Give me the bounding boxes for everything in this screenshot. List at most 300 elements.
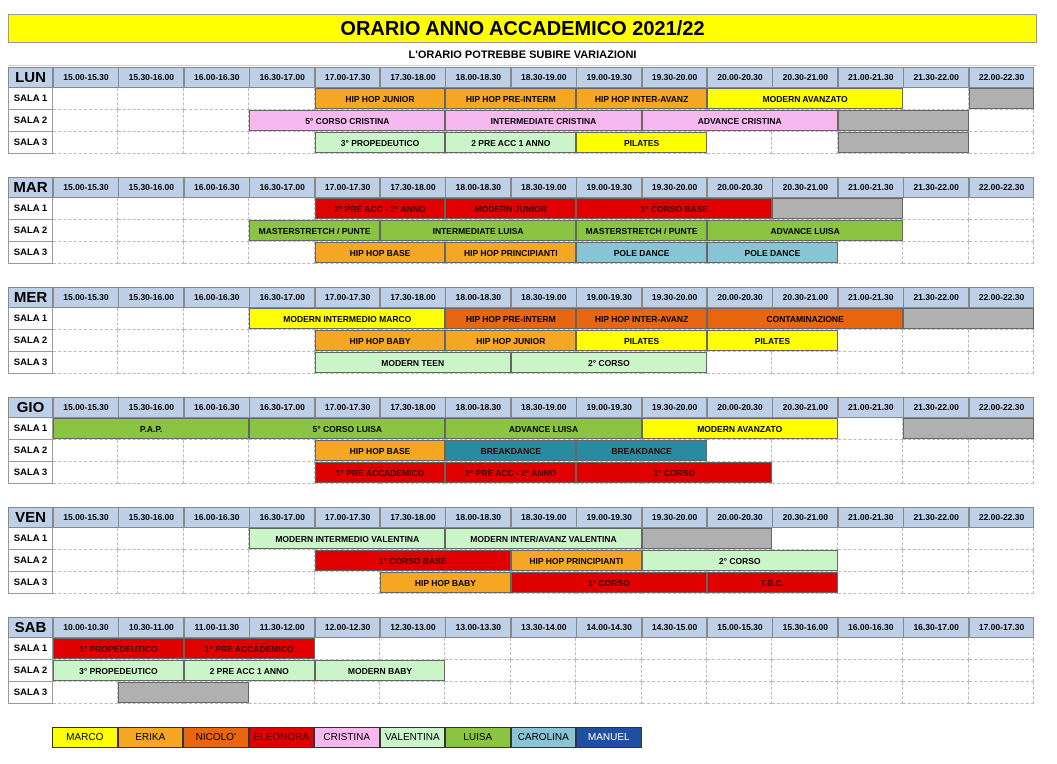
grid-cell bbox=[118, 308, 183, 330]
grid-cell bbox=[903, 660, 968, 682]
grid-cell bbox=[118, 198, 183, 220]
day-label-mer: MER bbox=[8, 287, 53, 308]
room-label: SALA 3 bbox=[8, 572, 53, 594]
time-header: 18.30-19.00 bbox=[511, 177, 577, 198]
time-header: 17.30-18.00 bbox=[380, 67, 446, 88]
grid-cell bbox=[184, 462, 249, 484]
grid-cell bbox=[903, 638, 968, 660]
time-header: 21.30-22.00 bbox=[903, 397, 969, 418]
time-header: 14.30-15.00 bbox=[642, 617, 708, 638]
time-header: 20.00-20.30 bbox=[707, 507, 773, 528]
class-block: CONTAMINAZIONE bbox=[707, 308, 903, 329]
grid-cell bbox=[53, 308, 118, 330]
time-header: 20.30-21.00 bbox=[772, 397, 838, 418]
grid-cell bbox=[903, 572, 968, 594]
grid-cell bbox=[184, 352, 249, 374]
grid-cell bbox=[903, 462, 968, 484]
time-header: 17.00-17.30 bbox=[315, 67, 381, 88]
grid-cell bbox=[969, 330, 1034, 352]
class-block: 2° PRE ACC - 2° ANNO bbox=[445, 462, 576, 483]
grid-cell bbox=[707, 638, 772, 660]
time-header: 22.00-22.30 bbox=[969, 177, 1035, 198]
class-block: PILATES bbox=[707, 330, 838, 351]
grid-cell bbox=[118, 440, 183, 462]
time-header: 18.00-18.30 bbox=[445, 507, 511, 528]
grid-cell bbox=[642, 660, 707, 682]
grid-cell bbox=[772, 352, 837, 374]
time-header: 16.00-16.30 bbox=[838, 617, 904, 638]
class-block: MODERN AVANZATO bbox=[642, 418, 838, 439]
grid-cell bbox=[118, 550, 183, 572]
time-header: 20.30-21.00 bbox=[772, 177, 838, 198]
class-block: 1° CORSO BASE bbox=[576, 198, 772, 219]
grid-cell bbox=[838, 242, 903, 264]
time-header: 13.00-13.30 bbox=[445, 617, 511, 638]
grid-cell bbox=[184, 242, 249, 264]
grid-cell bbox=[511, 682, 576, 704]
room-label: SALA 1 bbox=[8, 308, 53, 330]
grid-cell bbox=[642, 682, 707, 704]
time-header: 18.30-19.00 bbox=[511, 67, 577, 88]
grid-cell bbox=[53, 462, 118, 484]
grid-cell bbox=[969, 462, 1034, 484]
grid-cell bbox=[53, 132, 118, 154]
grid-cell bbox=[903, 242, 968, 264]
time-header: 15.00-15.30 bbox=[53, 507, 119, 528]
class-block: HIP HOP JUNIOR bbox=[315, 88, 446, 109]
class-block: HIP HOP INTER-AVANZ bbox=[576, 88, 707, 109]
time-header: 16.00-16.30 bbox=[184, 177, 250, 198]
day-label-ven: VEN bbox=[8, 507, 53, 528]
class-block: ADVANCE LUISA bbox=[707, 220, 903, 241]
room-label: SALA 3 bbox=[8, 352, 53, 374]
class-block: T.B.C. bbox=[707, 572, 838, 593]
time-header: 10.00-10.30 bbox=[53, 617, 119, 638]
class-block: HIP HOP PRE-INTERM bbox=[445, 88, 576, 109]
class-block: 3° PROPEDEUTICO bbox=[53, 660, 184, 681]
class-block: HIP HOP PRE-INTERM bbox=[445, 308, 576, 329]
grid-cell bbox=[445, 638, 510, 660]
class-block: 1° PRE ACCADEMICO bbox=[315, 462, 446, 483]
grid-cell bbox=[838, 418, 903, 440]
grid-cell bbox=[707, 682, 772, 704]
time-header: 21.00-21.30 bbox=[838, 287, 904, 308]
time-header: 15.30-16.00 bbox=[118, 177, 184, 198]
class-block: MODERN JUNIOR bbox=[445, 198, 576, 219]
grid-cell bbox=[118, 330, 183, 352]
grid-cell bbox=[772, 682, 837, 704]
time-header: 22.00-22.30 bbox=[969, 397, 1035, 418]
grid-cell bbox=[707, 440, 772, 462]
class-block: ADVANCE CRISTINA bbox=[642, 110, 838, 131]
room-label: SALA 2 bbox=[8, 550, 53, 572]
time-header: 19.00-19.30 bbox=[576, 287, 642, 308]
grid-cell bbox=[118, 528, 183, 550]
grid-cell bbox=[903, 198, 968, 220]
room-label: SALA 2 bbox=[8, 220, 53, 242]
class-block: 2 PRE ACC 1 ANNO bbox=[445, 132, 576, 153]
time-header: 21.30-22.00 bbox=[903, 287, 969, 308]
class-block: 2° PRE ACC - 2° ANNO bbox=[315, 198, 446, 219]
time-header: 16.30-17.00 bbox=[249, 177, 315, 198]
class-block: 3° PROPEDEUTICO bbox=[315, 132, 446, 153]
class-block bbox=[969, 88, 1034, 109]
class-block: 2° CORSO bbox=[642, 550, 838, 571]
room-label: SALA 1 bbox=[8, 638, 53, 660]
time-header: 20.00-20.30 bbox=[707, 67, 773, 88]
grid-cell bbox=[118, 220, 183, 242]
class-block: 1° CORSO bbox=[576, 462, 772, 483]
time-header: 16.30-17.00 bbox=[249, 507, 315, 528]
grid-cell bbox=[838, 440, 903, 462]
class-block bbox=[838, 110, 969, 131]
day-label-lun: LUN bbox=[8, 67, 53, 88]
grid-cell bbox=[903, 682, 968, 704]
class-block: HIP HOP BABY bbox=[380, 572, 511, 593]
time-header: 15.30-16.00 bbox=[118, 507, 184, 528]
class-block bbox=[642, 528, 773, 549]
room-label: SALA 2 bbox=[8, 660, 53, 682]
time-header: 15.30-16.00 bbox=[118, 287, 184, 308]
class-block: MODERN AVANZATO bbox=[707, 88, 903, 109]
grid-cell bbox=[184, 132, 249, 154]
time-header: 20.30-21.00 bbox=[772, 507, 838, 528]
legend-item-valentina: VALENTINA bbox=[380, 727, 446, 748]
time-header: 10.30-11.00 bbox=[118, 617, 184, 638]
grid-cell bbox=[903, 220, 968, 242]
legend-item-luisa: LUISA bbox=[445, 727, 511, 748]
grid-cell bbox=[315, 572, 380, 594]
time-header: 21.00-21.30 bbox=[838, 177, 904, 198]
class-block: ADVANCE LUISA bbox=[445, 418, 641, 439]
class-block: HIP HOP BASE bbox=[315, 440, 446, 461]
time-header: 22.00-22.30 bbox=[969, 67, 1035, 88]
class-block: MODERN TEEN bbox=[315, 352, 511, 373]
grid-cell bbox=[184, 308, 249, 330]
grid-cell bbox=[707, 132, 772, 154]
class-block: 2 PRE ACC 1 ANNO bbox=[184, 660, 315, 681]
grid-cell bbox=[249, 550, 314, 572]
time-header: 19.00-19.30 bbox=[576, 67, 642, 88]
time-header: 15.30-16.00 bbox=[772, 617, 838, 638]
class-block: MODERN INTER/AVANZ VALENTINA bbox=[445, 528, 641, 549]
class-block: BREAKDANCE bbox=[576, 440, 707, 461]
grid-cell bbox=[838, 528, 903, 550]
grid-cell bbox=[249, 440, 314, 462]
time-header: 19.30-20.00 bbox=[642, 397, 708, 418]
grid-cell bbox=[315, 682, 380, 704]
class-block: 2° CORSO bbox=[511, 352, 707, 373]
class-block: MODERN BABY bbox=[315, 660, 446, 681]
time-header: 18.30-19.00 bbox=[511, 397, 577, 418]
time-header: 18.00-18.30 bbox=[445, 287, 511, 308]
time-header: 17.30-18.00 bbox=[380, 287, 446, 308]
class-block: PILATES bbox=[576, 330, 707, 351]
time-header: 15.00-15.30 bbox=[707, 617, 773, 638]
grid-cell bbox=[445, 682, 510, 704]
grid-cell bbox=[380, 638, 445, 660]
grid-cell bbox=[249, 88, 314, 110]
grid-cell bbox=[118, 572, 183, 594]
grid-cell bbox=[118, 352, 183, 374]
time-header: 16.00-16.30 bbox=[184, 287, 250, 308]
grid-cell bbox=[184, 198, 249, 220]
grid-cell bbox=[903, 88, 968, 110]
time-header: 12.00-12.30 bbox=[315, 617, 381, 638]
grid-cell bbox=[838, 660, 903, 682]
grid-cell bbox=[249, 330, 314, 352]
class-block: HIP HOP JUNIOR bbox=[445, 330, 576, 351]
time-header: 17.00-17.30 bbox=[315, 177, 381, 198]
class-block: 1° PRE ACCADEMICO bbox=[184, 638, 315, 659]
time-header: 15.30-16.00 bbox=[118, 397, 184, 418]
grid-cell bbox=[53, 242, 118, 264]
time-header: 12.30-13.00 bbox=[380, 617, 446, 638]
grid-cell bbox=[969, 638, 1034, 660]
grid-cell bbox=[707, 660, 772, 682]
time-header: 19.00-19.30 bbox=[576, 397, 642, 418]
class-block: HIP HOP PRINCIPIANTI bbox=[511, 550, 642, 571]
grid-cell bbox=[969, 528, 1034, 550]
time-header: 21.30-22.00 bbox=[903, 177, 969, 198]
grid-cell bbox=[969, 440, 1034, 462]
class-block bbox=[838, 132, 969, 153]
grid-cell bbox=[53, 572, 118, 594]
grid-cell bbox=[445, 660, 510, 682]
grid-cell bbox=[53, 198, 118, 220]
time-header: 19.30-20.00 bbox=[642, 507, 708, 528]
grid-cell bbox=[969, 550, 1034, 572]
grid-cell bbox=[53, 682, 118, 704]
grid-cell bbox=[969, 110, 1034, 132]
time-header: 16.30-17.00 bbox=[249, 67, 315, 88]
time-header: 20.00-20.30 bbox=[707, 177, 773, 198]
time-header: 18.00-18.30 bbox=[445, 177, 511, 198]
grid-cell bbox=[249, 132, 314, 154]
room-label: SALA 1 bbox=[8, 198, 53, 220]
grid-cell bbox=[249, 242, 314, 264]
class-block bbox=[903, 418, 1034, 439]
day-label-sab: SAB bbox=[8, 617, 53, 638]
grid-cell bbox=[118, 242, 183, 264]
time-header: 15.00-15.30 bbox=[53, 397, 119, 418]
legend-item-erika: ERIKA bbox=[118, 727, 184, 748]
grid-cell bbox=[772, 660, 837, 682]
class-block: MASTERSTRETCH / PUNTE bbox=[249, 220, 380, 241]
time-header: 16.00-16.30 bbox=[184, 67, 250, 88]
grid-cell bbox=[576, 660, 641, 682]
room-label: SALA 3 bbox=[8, 132, 53, 154]
class-block: 1° CORSO bbox=[511, 572, 707, 593]
grid-cell bbox=[184, 330, 249, 352]
grid-cell bbox=[53, 352, 118, 374]
grid-cell bbox=[903, 440, 968, 462]
grid-cell bbox=[53, 550, 118, 572]
time-header: 15.30-16.00 bbox=[118, 67, 184, 88]
time-header: 18.30-19.00 bbox=[511, 507, 577, 528]
room-label: SALA 3 bbox=[8, 242, 53, 264]
grid-cell bbox=[118, 110, 183, 132]
time-header: 18.00-18.30 bbox=[445, 67, 511, 88]
grid-cell bbox=[576, 682, 641, 704]
grid-cell bbox=[380, 682, 445, 704]
class-block: MODERN INTERMEDIO MARCO bbox=[249, 308, 445, 329]
grid-cell bbox=[903, 528, 968, 550]
class-block: PILATES bbox=[576, 132, 707, 153]
class-block bbox=[118, 682, 249, 703]
page-title: ORARIO ANNO ACCADEMICO 2021/22 bbox=[8, 14, 1037, 43]
time-header: 14.00-14.30 bbox=[576, 617, 642, 638]
grid-cell bbox=[184, 528, 249, 550]
grid-cell bbox=[53, 88, 118, 110]
grid-cell bbox=[969, 352, 1034, 374]
class-block: 1° PROPEDEUTICO bbox=[53, 638, 184, 659]
room-label: SALA 3 bbox=[8, 462, 53, 484]
room-label: SALA 2 bbox=[8, 330, 53, 352]
time-header: 18.30-19.00 bbox=[511, 287, 577, 308]
grid-cell bbox=[969, 572, 1034, 594]
class-block: HIP HOP BASE bbox=[315, 242, 446, 263]
room-label: SALA 3 bbox=[8, 682, 53, 704]
time-header: 13.30-14.00 bbox=[511, 617, 577, 638]
time-header: 20.00-20.30 bbox=[707, 397, 773, 418]
grid-cell bbox=[969, 220, 1034, 242]
grid-cell bbox=[969, 682, 1034, 704]
time-header: 16.30-17.00 bbox=[249, 287, 315, 308]
legend-item-nicolo: NICOLO' bbox=[183, 727, 249, 748]
grid-cell bbox=[315, 638, 380, 660]
legend-item-carolina: CAROLINA bbox=[511, 727, 577, 748]
grid-cell bbox=[53, 110, 118, 132]
grid-cell bbox=[249, 198, 314, 220]
time-header: 20.30-21.00 bbox=[772, 287, 838, 308]
grid-cell bbox=[249, 572, 314, 594]
day-label-gio: GIO bbox=[8, 397, 53, 418]
class-block: INTERMEDIATE LUISA bbox=[380, 220, 576, 241]
legend-item-eleonora: ELEONORA bbox=[249, 727, 315, 748]
class-block bbox=[772, 198, 903, 219]
room-label: SALA 1 bbox=[8, 418, 53, 440]
time-header: 17.30-18.00 bbox=[380, 177, 446, 198]
legend-item-manuel: MANUEL bbox=[576, 727, 642, 748]
room-label: SALA 2 bbox=[8, 110, 53, 132]
class-block: 1° CORSO BASE bbox=[315, 550, 511, 571]
grid-cell bbox=[53, 528, 118, 550]
time-header: 19.30-20.00 bbox=[642, 67, 708, 88]
room-label: SALA 1 bbox=[8, 528, 53, 550]
time-header: 19.00-19.30 bbox=[576, 177, 642, 198]
class-block: BREAKDANCE bbox=[445, 440, 576, 461]
time-header: 21.00-21.30 bbox=[838, 67, 904, 88]
grid-cell bbox=[707, 352, 772, 374]
time-header: 17.00-17.30 bbox=[315, 507, 381, 528]
grid-cell bbox=[969, 242, 1034, 264]
time-header: 11.00-11.30 bbox=[184, 617, 250, 638]
time-header: 15.00-15.30 bbox=[53, 177, 119, 198]
grid-cell bbox=[249, 352, 314, 374]
grid-cell bbox=[838, 330, 903, 352]
time-header: 11.30-12.00 bbox=[249, 617, 315, 638]
grid-cell bbox=[118, 132, 183, 154]
class-block: POLE DANCE bbox=[707, 242, 838, 263]
time-header: 16.30-17.00 bbox=[903, 617, 969, 638]
grid-cell bbox=[53, 220, 118, 242]
time-header: 22.00-22.30 bbox=[969, 507, 1035, 528]
time-header: 21.30-22.00 bbox=[903, 507, 969, 528]
time-header: 17.30-18.00 bbox=[380, 397, 446, 418]
time-header: 15.00-15.30 bbox=[53, 287, 119, 308]
class-block: POLE DANCE bbox=[576, 242, 707, 263]
grid-cell bbox=[838, 462, 903, 484]
class-block: HIP HOP BABY bbox=[315, 330, 446, 351]
grid-cell bbox=[838, 572, 903, 594]
class-block: MODERN INTERMEDIO VALENTINA bbox=[249, 528, 445, 549]
time-header: 16.30-17.00 bbox=[249, 397, 315, 418]
class-block: INTERMEDIATE CRISTINA bbox=[445, 110, 641, 131]
grid-cell bbox=[53, 440, 118, 462]
class-block: 5° CORSO CRISTINA bbox=[249, 110, 445, 131]
grid-cell bbox=[53, 330, 118, 352]
grid-cell bbox=[772, 638, 837, 660]
room-label: SALA 1 bbox=[8, 88, 53, 110]
time-header: 21.00-21.30 bbox=[838, 397, 904, 418]
grid-cell bbox=[184, 88, 249, 110]
grid-cell bbox=[772, 462, 837, 484]
grid-cell bbox=[772, 132, 837, 154]
day-label-mar: MAR bbox=[8, 177, 53, 198]
time-header: 16.00-16.30 bbox=[184, 397, 250, 418]
grid-cell bbox=[118, 88, 183, 110]
time-header: 17.30-18.00 bbox=[380, 507, 446, 528]
grid-cell bbox=[118, 462, 183, 484]
grid-cell bbox=[184, 572, 249, 594]
grid-cell bbox=[184, 110, 249, 132]
grid-cell bbox=[838, 550, 903, 572]
grid-cell bbox=[576, 638, 641, 660]
time-header: 15.00-15.30 bbox=[53, 67, 119, 88]
grid-cell bbox=[903, 352, 968, 374]
grid-cell bbox=[903, 330, 968, 352]
grid-cell bbox=[772, 440, 837, 462]
grid-cell bbox=[969, 660, 1034, 682]
grid-cell bbox=[772, 528, 837, 550]
time-header: 17.00-17.30 bbox=[315, 287, 381, 308]
time-header: 20.00-20.30 bbox=[707, 287, 773, 308]
page-subtitle: L'ORARIO POTREBBE SUBIRE VARIAZIONI bbox=[8, 44, 1037, 66]
class-block: 5° CORSO LUISA bbox=[249, 418, 445, 439]
time-header: 19.00-19.30 bbox=[576, 507, 642, 528]
grid-cell bbox=[249, 682, 314, 704]
class-block: P.A.P. bbox=[53, 418, 249, 439]
room-label: SALA 2 bbox=[8, 440, 53, 462]
time-header: 17.00-17.30 bbox=[315, 397, 381, 418]
time-header: 21.30-22.00 bbox=[903, 67, 969, 88]
grid-cell bbox=[511, 660, 576, 682]
time-header: 19.30-20.00 bbox=[642, 287, 708, 308]
time-header: 19.30-20.00 bbox=[642, 177, 708, 198]
grid-cell bbox=[184, 220, 249, 242]
class-block bbox=[903, 308, 1034, 329]
time-header: 22.00-22.30 bbox=[969, 287, 1035, 308]
time-header: 16.00-16.30 bbox=[184, 507, 250, 528]
class-block: MASTERSTRETCH / PUNTE bbox=[576, 220, 707, 241]
legend-item-cristina: CRISTINA bbox=[314, 727, 380, 748]
time-header: 18.00-18.30 bbox=[445, 397, 511, 418]
class-block: HIP HOP INTER-AVANZ bbox=[576, 308, 707, 329]
time-header: 21.00-21.30 bbox=[838, 507, 904, 528]
grid-cell bbox=[511, 638, 576, 660]
grid-cell bbox=[249, 462, 314, 484]
